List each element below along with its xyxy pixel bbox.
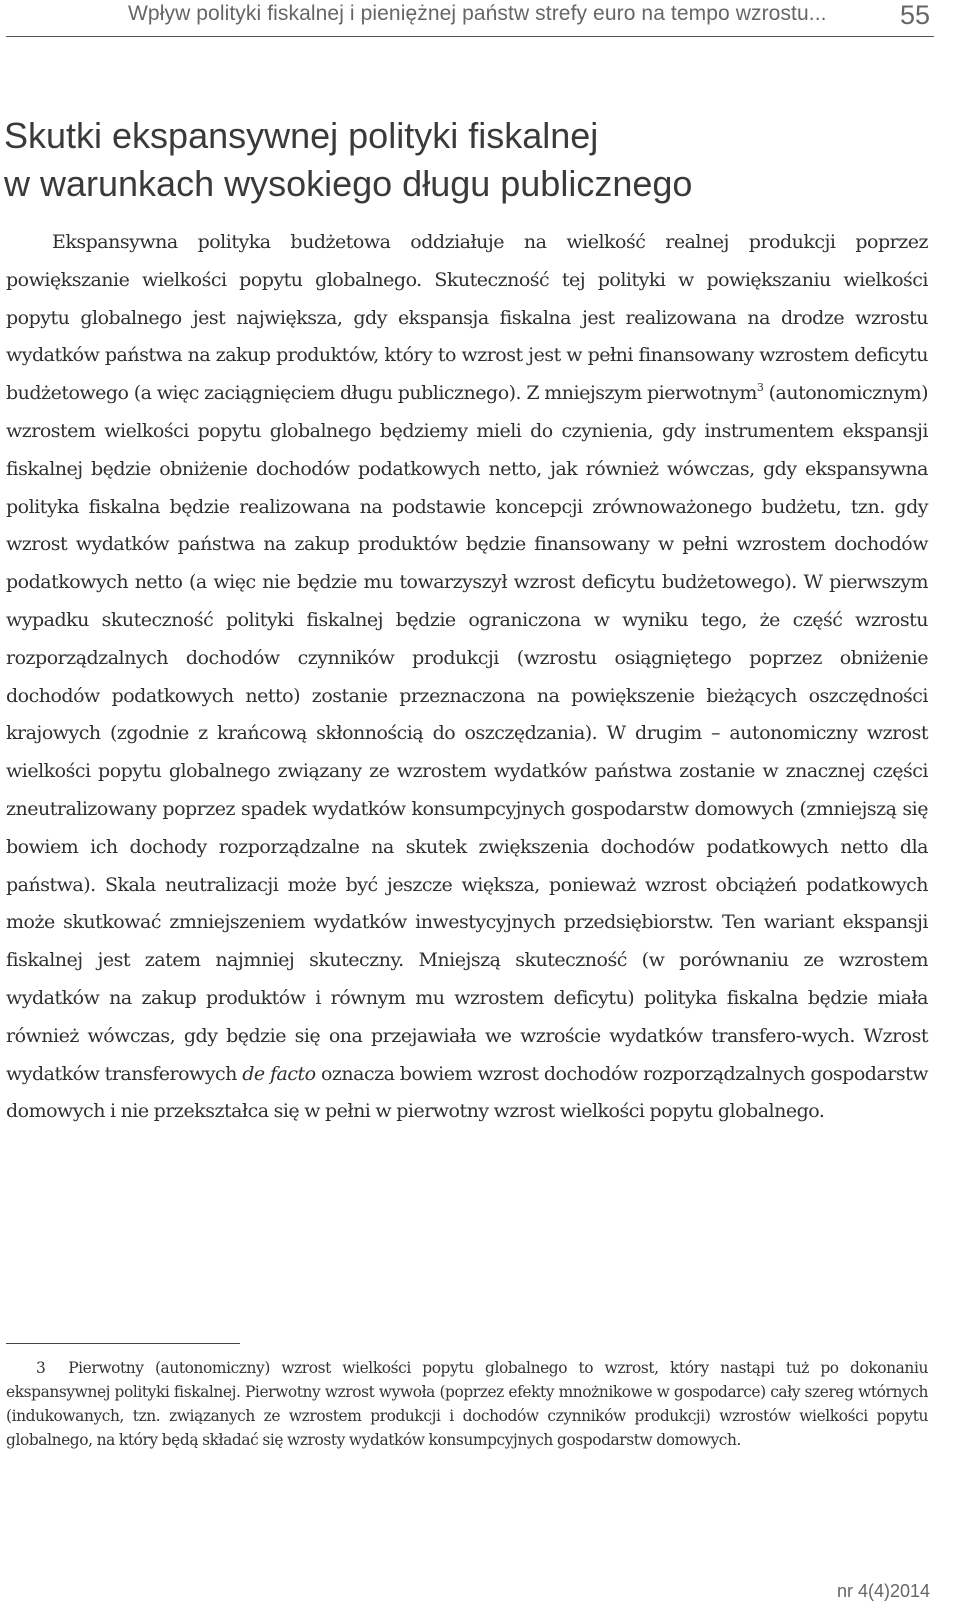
section-title bbox=[4, 112, 924, 208]
body-text-part-2: (autonomicznym) wzrostem wielkości popytu globalnego będziemy mieli do czynienia, gdy instrumentem ekspansji fiskalnej będzie obniżenie dochodów podatkowych netto, jak również wówczas, gdy ekspansywna polityka fiskalna będzie realizowana na podstawie koncepcji zrównoważonego budżetu, tzn. gdy wzrost wydatków państwa na zakup produktów będzie finansowany w pełni wzrostem dochodów podatkowych netto (a więc nie będzie mu towarzyszył wzrost deficytu budżetowego). W pierwszym wypadku skuteczność polityki fiskalnej będzie ograniczona w wyniku tego, że część wzrostu rozporządzalnych dochodów czynników produkcji (wzrostu osiągniętego poprzez obniżenie dochodów podatkowych netto) zostanie przeznaczona na powiększenie bieżących oszczędności krajowych (zgodnie z krańcową skłonnością do oszczędzania). W drugim – autonomiczny wzrost wielkości popytu globalnego związany ze wzrostem wydatków państwa zostanie w znacznej części zneutralizowany poprzez spadek wydatków konsumpcyjnych gospodarstw domowych (zmniejszą się bowiem ich dochody rozporządzalne na skutek zwiększenia dochodów podatkowych netto dla państwa). Skala neutralizacji może być jeszcze większa, ponieważ wzrost obciążeń podatkowych może skutkować zmniejszeniem wydatków inwestycyjnych przedsiębiorstw. Ten wariant ekspansji fiskalnej jest zatem najmniej skuteczny. Mniejszą skuteczność (w porównaniu ze wzrostem wydatków na zakup produktów i równym mu wzrostem deficytu) polityka fiskalna będzie miała również wówczas, gdy będzie się ona przejawiała we wzroście wydatków transfero-wych. Wzrost wydatków transferowych bbox=[6, 382, 928, 1085]
body-paragraph bbox=[6, 224, 928, 1131]
footnote-reference[interactable]: 3 bbox=[756, 381, 764, 395]
section-title-line-1: Skutki ekspansywnej polityki fiskalnej bbox=[4, 115, 599, 156]
body-text-part-1: Ekspansywna polityka budżetowa oddziałuje na wielkość realnej produkcji poprzez powiększanie wielkości popytu globalnego. Skuteczność tej polityki w powiększaniu wielkości popytu globalnego jest największa, gdy ekspansja fiskalna jest realizowana na drodze wzrostu wydatków państwa na zakup produktów, który to wzrost jest w pełni finansowany wzrostem deficytu budżetowego (a więc zaciągnięciem długu publicznego). Z mniejszym pierwotnym bbox=[6, 231, 928, 405]
footnote-number: 3 bbox=[36, 1359, 46, 1377]
journal-issue: nr 4(4)2014 bbox=[836, 1581, 930, 1601]
running-header bbox=[6, 0, 934, 37]
running-title: Wpływ polityki fiskalnej i pieniężnej państw strefy euro na tempo wzrostu... bbox=[128, 2, 827, 25]
body-text-part-3: oznacza bowiem wzrost dochodów rozporządzalnych gospodarstw domowych i nie przekształca się w pełni w pierwotny wzrost wielkości popytu globalnego. bbox=[6, 1062, 928, 1123]
footnote-divider bbox=[6, 1343, 240, 1344]
section-title-line-2: w warunkach wysokiego długu publicznego bbox=[4, 163, 693, 204]
footnote-text: Pierwotny (autonomiczny) wzrost wielkości popytu globalnego to wzrost, który nastąpi tuż po dokonaniu ekspansywnej polityki fiskalnej. Pierwotny wzrost wywoła (poprzez efekty mnożnikowe w gospodarce) cały szereg wtórnych (indukowanych, tzn. związanych ze wzrostem produkcji i dochodów czynników produkcji) wzrostów wielkości popytu globalnego, na który będą składać się wzrosty wydatków konsumpcyjnych gospodarstw domowych. bbox=[6, 1359, 928, 1449]
page-number: 55 bbox=[899, 0, 930, 30]
footnote bbox=[6, 1356, 928, 1452]
italic-phrase: de facto bbox=[242, 1062, 316, 1085]
